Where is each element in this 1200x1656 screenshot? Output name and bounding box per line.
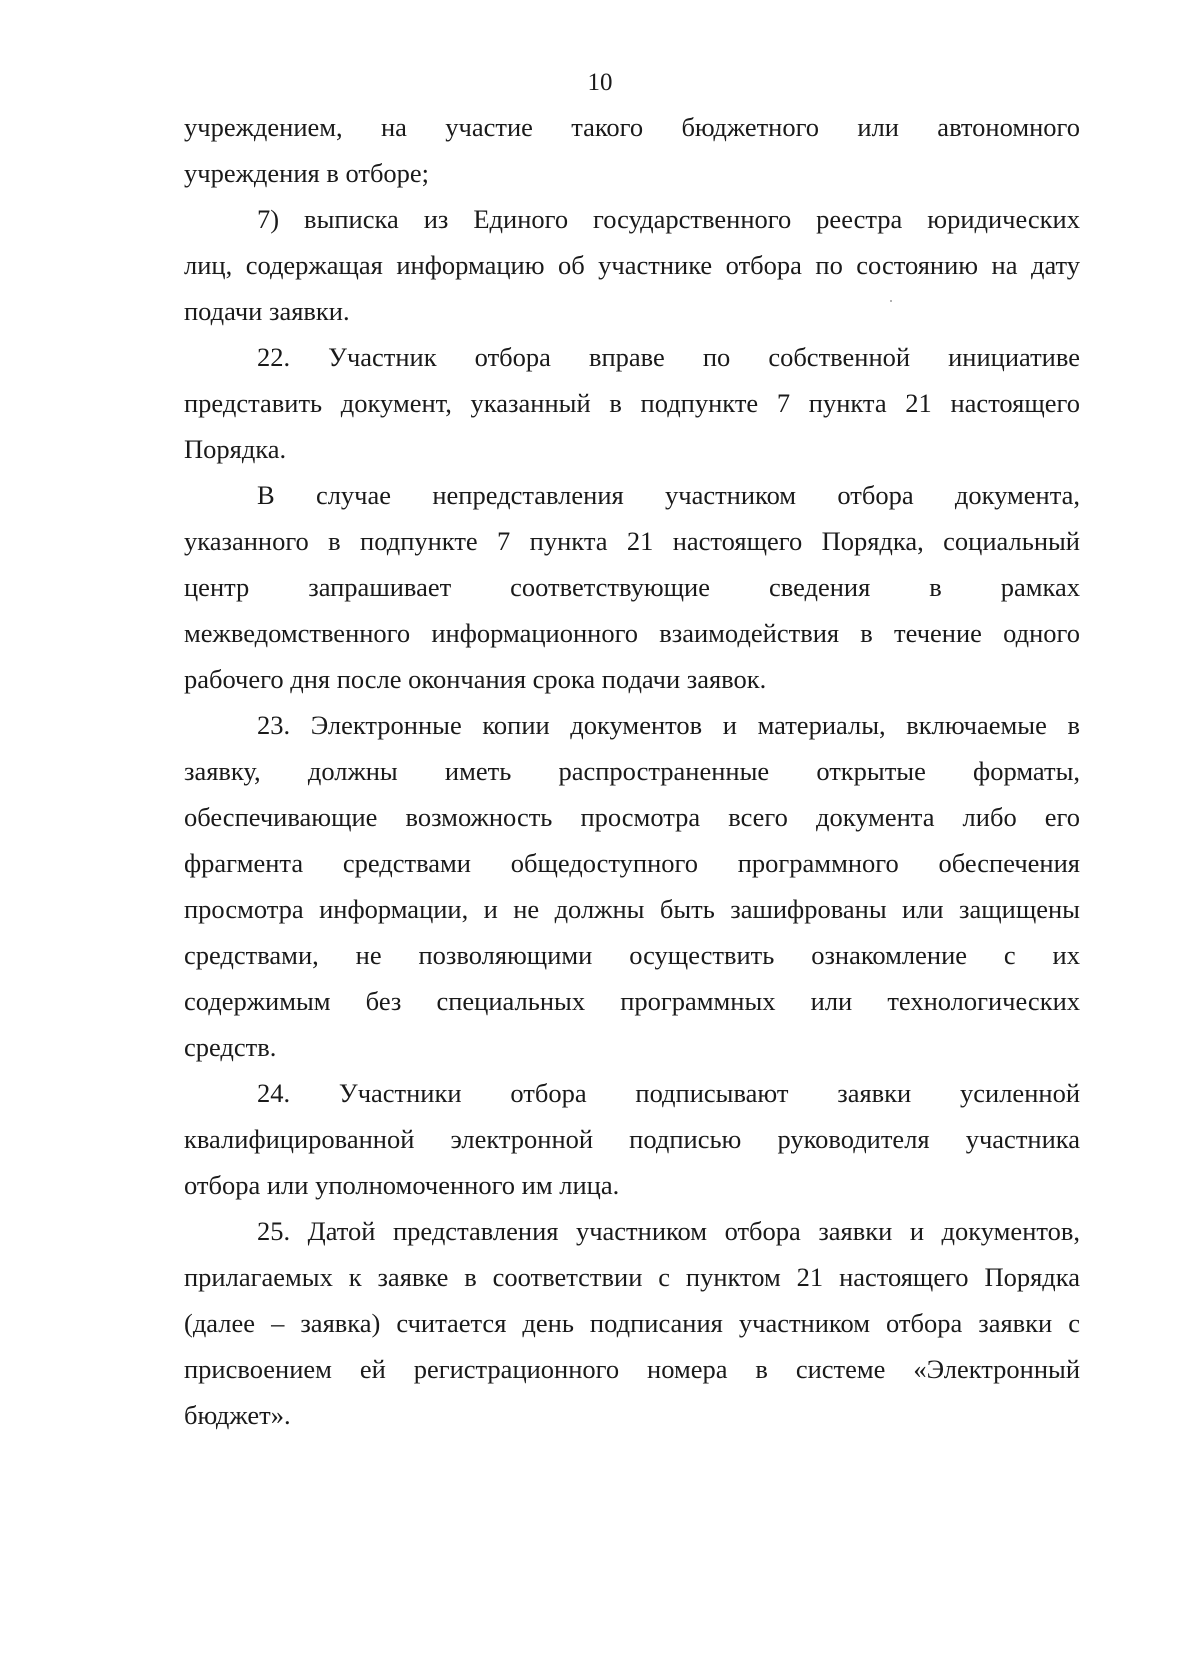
page-number: 10 — [587, 69, 613, 96]
text-line: содержимым без специальных программных или технологических — [184, 986, 1080, 1016]
text-line: учреждения в отборе; — [184, 158, 430, 188]
text-line: обеспечивающие возможность просмотра всего документа либо его — [184, 802, 1080, 832]
text-line: (далее – заявка) считается день подписания участником отбора заявки с — [184, 1308, 1080, 1338]
text-line: средствами, не позволяющими осуществить ознакомление с их — [184, 940, 1080, 970]
text-line: рабочего дня после окончания срока подачи заявок. — [184, 664, 767, 694]
text-line: бюджет». — [184, 1400, 291, 1430]
text-line: присвоением ей регистрационного номера в системе «Электронный — [184, 1354, 1080, 1384]
text-line: 25. Датой представления участником отбора заявки и документов, — [257, 1216, 1080, 1246]
text-line: прилагаемых к заявке в соответствии с пунктом 21 настоящего Порядка — [184, 1262, 1080, 1292]
text-line: 24. Участники отбора подписывают заявки усиленной — [257, 1078, 1080, 1108]
text-line: фрагмента средствами общедоступного программного обеспечения — [184, 848, 1080, 878]
text-line: просмотра информации, и не должны быть зашифрованы или защищены — [184, 894, 1080, 924]
text-line: лиц, содержащая информацию об участнике отбора по состоянию на дату — [184, 250, 1080, 280]
text-line: квалифицированной электронной подписью руководителя участника — [184, 1124, 1080, 1154]
text-line: 7) выписка из Единого государственного реестра юридических — [257, 204, 1080, 234]
scan-speck — [890, 300, 892, 302]
text-line: В случае непредставления участником отбора документа, — [257, 480, 1080, 510]
text-line: отбора или уполномоченного им лица. — [184, 1170, 620, 1200]
text-line: подачи заявки. — [184, 296, 350, 326]
text-line: заявку, должны иметь распространенные открытые форматы, — [184, 756, 1080, 786]
text-line: учреждением, на участие такого бюджетного или автономного — [184, 112, 1080, 142]
text-line: указанного в подпункте 7 пункта 21 настоящего Порядка, социальный — [184, 526, 1080, 556]
text-line: 22. Участник отбора вправе по собственной инициативе — [257, 342, 1080, 372]
text-line: Порядка. — [184, 434, 287, 464]
text-line: межведомственного информационного взаимодействия в течение одного — [184, 618, 1080, 648]
text-line: средств. — [184, 1032, 277, 1062]
text-line: центр запрашивает соответствующие сведения в рамках — [184, 572, 1080, 602]
text-line: 23. Электронные копии документов и материалы, включаемые в — [257, 710, 1080, 740]
text-line: представить документ, указанный в подпункте 7 пункта 21 настоящего — [184, 388, 1080, 418]
